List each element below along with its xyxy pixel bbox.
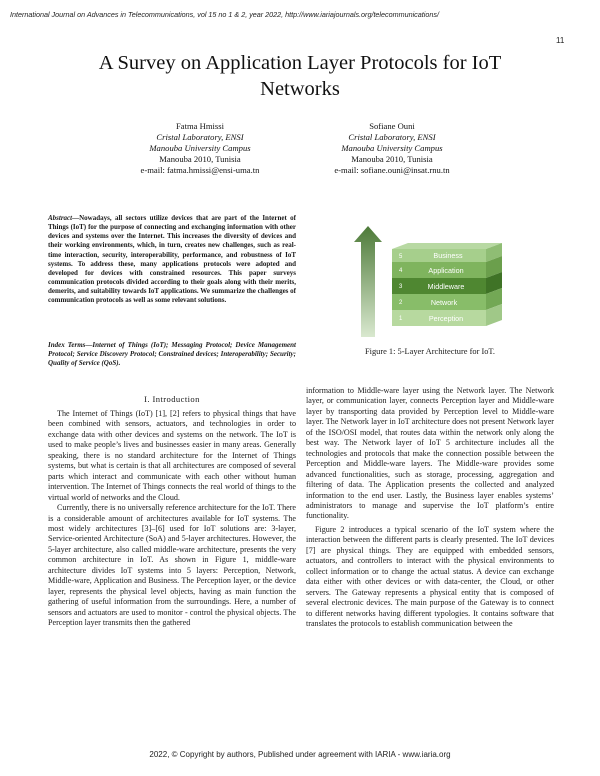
author-email: e-mail: sofiane.ouni@insat.rnu.tn <box>334 165 450 175</box>
layer-number: 3 <box>399 284 403 290</box>
journal-header: International Journal on Advances in Telecommunications, vol 15 no 1 & 2, year 2022, http://www.iariajournals.org/telecommunications/ <box>10 10 439 19</box>
section-heading: I. Introduction <box>144 394 200 404</box>
paragraph: information to Middle-ware layer using the Network layer. The Network layer, or communication layer, connects Perception layer and Middle-ware layer by transporting data provided by Perception level to Middle-ware layer. The Network layer in IoT architecture does not present Network layer of the ISO/OSI model, that routes data within the network only along the best way. The Network layer of IoT 5 architecture includes all the technologies and protocols that make the connection possible between the Perception and Middle-ware layers. The Middle-ware provides some advanced functionalities, such as storage, processing, aggregation and filtering of data. The Application presents the collected and analyzed information to the end user. Lastly, the Business layer enables systems’ administrators to manage and supervise the IoT platform’s entire functionality. <box>306 386 554 521</box>
layer-label-application: Application <box>428 266 464 275</box>
layer-label-perception: Perception <box>428 314 464 323</box>
index-terms-text: —Internet of Things (IoT); Messaging Protocol; Device Management Protocol; Service Discovery Protocol; Constrained devices; Interoperability; Security; Quality of Service (QoS). <box>48 341 296 368</box>
copyright-footer: 2022, © Copyright by authors, Published under agreement with IARIA - www.iaria.org <box>149 750 451 759</box>
author-block-2 <box>292 121 492 176</box>
left-column <box>48 409 296 629</box>
author-university: Manouba University Campus <box>149 143 251 153</box>
layer-number: 1 <box>399 316 403 322</box>
author-email: e-mail: fatma.hmissi@ensi-uma.tn <box>140 165 260 175</box>
author-city: Manouba 2010, Tunisia <box>159 154 241 164</box>
paragraph: The Internet of Things (IoT) [1], [2] refers to physical things that have been combined with sensors, actuators, and technologies in order to exchange data with other devices and systems on the network. The IoT is used to make people’s lives and businesses easier in many areas. Generally speaking, there is no standard architecture for the Internet of Things systems, but what is certain is that all architectures are composed of several parts which interact and communicate with each other without human intervention. The Internet of Things connects the real world of things to the virtual world of networks and the Cloud. <box>48 409 296 502</box>
author-city: Manouba 2010, Tunisia <box>351 154 433 164</box>
layer-number: 5 <box>399 254 403 260</box>
paragraph: Figure 2 introduces a typical scenario of the IoT system where the interaction between the different parts is clearly presented. The IoT devices [7] are physical things. They are equipped with embedded sensors, actuators, and controllers to interact with the physical environments to collect information or to change the actual status. A device can exchange data either with other devices or with data-center, the Cloud, or other servers. The Gateway represents a physical entity that is composed of several electronic devices. The main purpose of the Gateway is to connect to different networks having different typologies. It contains software that translates the protocols to establish communication between the <box>306 524 554 628</box>
layer-label-middleware: Middleware <box>427 282 465 291</box>
page-number: 11 <box>556 36 565 45</box>
abstract <box>48 214 296 306</box>
layer-number: 4 <box>399 268 403 274</box>
right-column <box>306 386 554 629</box>
up-arrow-icon <box>354 226 382 337</box>
index-terms <box>48 341 296 368</box>
abstract-label: Abstract <box>48 214 73 222</box>
figure-caption: Figure 1: 5-Layer Architecture for IoT. <box>364 347 496 356</box>
layer-label-network: Network <box>430 298 458 307</box>
paragraph: Currently, there is no universally reference architecture for the IoT. There is a considerable amount of architectures available for IoT systems. The most widely architectures [3]–[6] used for IoT solutions are: 3-layer, Service-oriented Architecture (SoA) and 5-layer architectures. However, the 5-layer architecture, also called middle-ware architecture, presents the very common architecture in IoT. As shown in Figure 1, middle-ware architecture divides IoT systems into 5 layers: Perception, Network, Middle-ware, Application and Business. The Perception layer, or the device layer, represents the physical level objects, having as main function the gathering of useful information from the surroundings. Here, a number of sensors and actuators are used to monitor - control the physical objects. The Perception layer transmits then the gathered <box>48 503 296 628</box>
author-block-1 <box>100 121 300 176</box>
paper-title <box>40 50 560 102</box>
title-line-1: A Survey on Application Layer Protocols for IoT <box>98 52 502 74</box>
abstract-text: —Nowadays, all sectors utilize devices that are part of the Internet of Things (IoT) for the purpose of connecting and exchanging information with other devices and systems over the Internet. This increases the diversity of devices and their working environments, which, in turn, creates new challenges, such as real-time interaction, security, interoperability, performance, and robustness of IoT systems. To address these, many applications protocols were adopted and developed for devices with constrained resources. This paper surveys communication protocols divided according to their goals along with their merits, demerits, and suitability towards IoT applications. We summarize the challenges of communication protocols as well as some relevant solutions. <box>48 214 296 305</box>
title-line-2: Networks <box>260 78 340 100</box>
layer-label-business: Business <box>433 251 463 260</box>
author-name: Fatma Hmissi <box>176 121 224 131</box>
author-lab: Cristal Laboratory, ENSI <box>348 132 436 142</box>
author-university: Manouba University Campus <box>341 143 443 153</box>
iot-5-layer-figure <box>352 222 522 337</box>
author-name: Sofiane Ouni <box>369 121 415 131</box>
author-lab: Cristal Laboratory, ENSI <box>156 132 244 142</box>
index-terms-label: Index Terms <box>48 341 86 349</box>
layer-number: 2 <box>399 300 403 306</box>
